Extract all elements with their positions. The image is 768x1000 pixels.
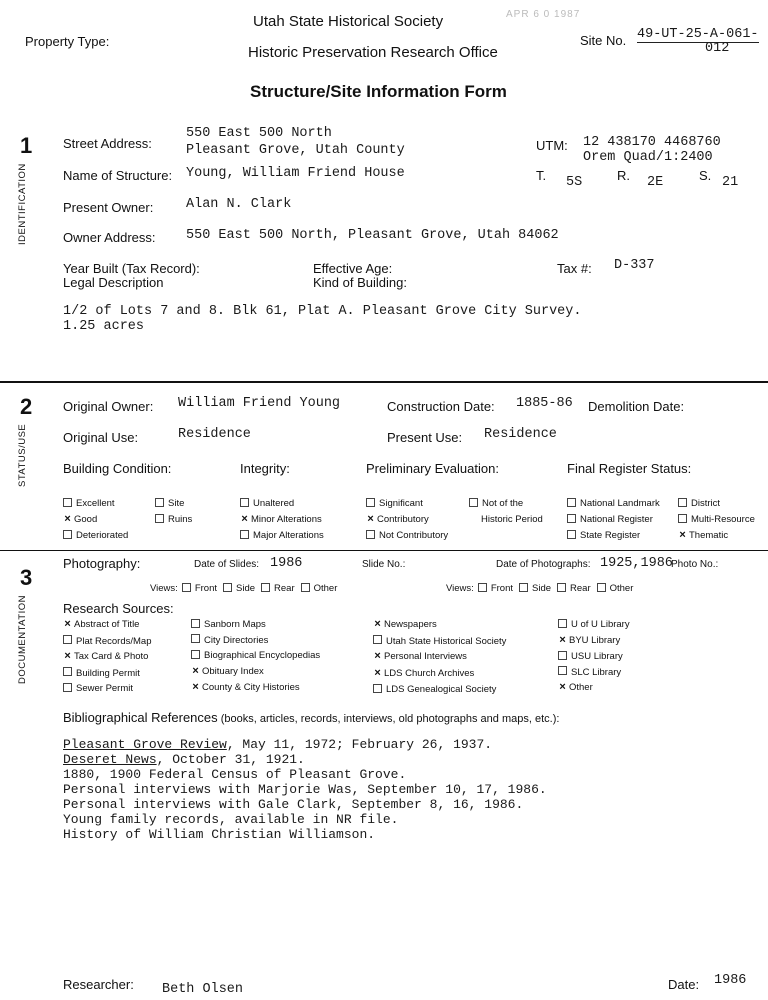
checkbox-icon[interactable] [301, 583, 310, 592]
building-condition-options-2 [155, 496, 192, 528]
original-use-label: Original Use: [63, 430, 139, 445]
checkbox-option[interactable] [558, 633, 630, 650]
effective-age-label: Effective Age: [313, 261, 393, 276]
researcher-value: Beth Olsen [162, 982, 244, 997]
checkbox-icon[interactable] [155, 498, 164, 507]
checkbox-option[interactable] [240, 496, 324, 512]
photos-date-value: 1925,1986 [600, 556, 673, 571]
research-sources-label: Research Sources: [63, 601, 174, 616]
structure-name-label: Name of Structure: [63, 168, 173, 183]
year-built-label: Year Built (Tax Record): [63, 261, 200, 276]
present-use-value: Residence [484, 427, 557, 442]
kind-of-building-label: Kind of Building: [313, 275, 407, 290]
construction-date-value: 1885-86 [516, 396, 573, 411]
checkbox-option[interactable] [366, 528, 448, 544]
checkbox-icon[interactable] [373, 684, 382, 693]
checkbox-option[interactable] [191, 648, 320, 664]
biblio-hint: (books, articles, records, interviews, old photographs and maps, etc.): [217, 713, 560, 725]
checkbox-option[interactable] [63, 512, 128, 528]
option-label: State Register [580, 530, 641, 541]
checkbox-option[interactable] [373, 682, 506, 698]
checked-x-icon[interactable]: × [64, 651, 71, 663]
checkbox-option[interactable] [155, 496, 192, 512]
bibliography-entry [63, 737, 547, 752]
option-label: Good [74, 514, 98, 525]
utm-quad: Orem Quad/1:2400 [583, 150, 713, 165]
checkbox-icon[interactable] [567, 514, 576, 523]
option-label: Multi-Resource [691, 514, 755, 525]
township-value: 5S [566, 175, 583, 190]
checkbox-icon[interactable] [567, 530, 576, 539]
checked-x-icon[interactable]: × [241, 514, 248, 526]
section-2-side-label: STATUS/USE [17, 423, 28, 487]
checkbox-option[interactable] [155, 512, 192, 528]
views-label: Views: [446, 583, 474, 594]
bibliography-list [63, 737, 547, 842]
option-label: Excellent [76, 498, 115, 509]
option-label: LDS Church Archives [384, 667, 475, 679]
section-3-side-label: DOCUMENTATION [17, 594, 28, 684]
checkbox-icon[interactable] [63, 530, 72, 539]
slide-views [150, 583, 343, 594]
option-label: Unaltered [253, 498, 295, 509]
checkbox-option[interactable] [366, 496, 448, 512]
option-label: Plat Records/Map [76, 635, 152, 647]
checkbox-option[interactable] [373, 649, 506, 666]
option-label: Sanborn Maps [204, 619, 266, 630]
street-address-label: Street Address: [63, 136, 152, 151]
option-label: LDS Genealogical Society [386, 684, 497, 695]
present-owner-value: Alan N. Clark [186, 197, 292, 212]
bibliography-entry [63, 782, 547, 797]
option-label: Significant [379, 498, 423, 509]
checkbox-icon[interactable] [558, 651, 567, 660]
building-condition-options [63, 496, 128, 544]
checkbox-option[interactable] [191, 680, 320, 697]
view-option-label: Rear [570, 583, 591, 594]
option-label: Major Alterations [253, 530, 324, 541]
slides-date-value: 1986 [270, 556, 303, 571]
view-option-label: Side [236, 583, 256, 594]
site-no-value: 49-UT-25-A-061- [637, 27, 759, 42]
bibliographical-references-label [63, 710, 559, 725]
checkbox-icon[interactable] [567, 498, 576, 507]
slide-no-label: Slide No.: [362, 559, 406, 570]
bibliography-entry [63, 812, 547, 827]
date-value: 1986 [714, 973, 747, 988]
original-owner-value: William Friend Young [178, 396, 341, 411]
checkbox-icon[interactable] [261, 583, 270, 592]
office-name: Historic Preservation Research Office [248, 44, 498, 61]
checkbox-option[interactable] [558, 680, 630, 697]
option-label: Thematic [689, 530, 729, 541]
bibliography-title: Pleasant Grove Review [63, 737, 227, 752]
checkbox-icon[interactable] [366, 530, 375, 539]
view-option-label: Other [313, 583, 338, 594]
utm-value: 12 438170 4468760 [583, 135, 721, 150]
bibliography-entry [63, 827, 547, 842]
option-label: Sewer Permit [76, 683, 134, 694]
original-owner-label: Original Owner: [63, 399, 154, 414]
view-option-label: Side [532, 583, 552, 594]
range-label: R. [617, 168, 630, 183]
checkbox-option[interactable] [240, 512, 324, 528]
checkbox-option[interactable] [567, 496, 660, 512]
checkbox-option[interactable] [373, 617, 506, 634]
option-label: County & City Histories [202, 682, 300, 693]
bibliography-text: 1880, 1900 Federal Census of Pleasant Grove. [63, 767, 407, 782]
section-2-number: 2 [20, 394, 33, 419]
sources-col-1 [63, 617, 152, 697]
preliminary-evaluation-options [366, 496, 448, 544]
section-label: S. [699, 168, 712, 183]
sources-col-3 [373, 617, 506, 698]
site-no-label: Site No. [580, 33, 627, 48]
option-label: Personal Interviews [384, 651, 467, 662]
checked-x-icon[interactable]: × [374, 651, 381, 663]
bibliography-text: Personal interviews with Gale Clark, September 8, 16, 1986. [63, 797, 524, 812]
checked-x-icon[interactable]: × [559, 682, 566, 694]
biblio-label: Bibliographical References [63, 710, 218, 725]
tax-number-value: D-337 [614, 258, 655, 273]
option-label: Newspapers [384, 619, 437, 630]
final-register-options [567, 496, 660, 544]
slides-date-label: Date of Slides: [194, 559, 260, 570]
checkbox-icon[interactable] [678, 498, 687, 507]
building-condition-label: Building Condition: [63, 461, 172, 476]
checkbox-icon[interactable] [558, 619, 567, 628]
option-label: National Register [580, 514, 653, 525]
checkbox-icon[interactable] [558, 666, 567, 675]
view-option-label: Front [194, 583, 217, 594]
checkbox-option[interactable] [63, 496, 128, 512]
option-label: BYU Library [569, 634, 621, 646]
checked-x-icon[interactable]: × [374, 667, 381, 680]
final-register-options-2 [678, 496, 755, 544]
checked-x-icon[interactable]: × [367, 514, 374, 526]
checked-x-icon[interactable]: × [64, 619, 71, 631]
checked-x-icon[interactable]: × [374, 619, 381, 631]
checkbox-icon[interactable] [557, 583, 566, 592]
checked-x-icon[interactable]: × [192, 682, 199, 694]
option-label: Historic Period [481, 514, 543, 525]
legal-description-value-2: 1.25 acres [63, 319, 145, 334]
photo-views [446, 583, 639, 594]
checkbox-option[interactable] [191, 664, 320, 681]
street-address-value-2: Pleasant Grove, Utah County [186, 143, 405, 158]
section-divider-2 [0, 550, 768, 551]
checkbox-icon[interactable] [469, 498, 478, 507]
bibliography-entry [63, 752, 547, 767]
view-option-label: Other [609, 583, 634, 594]
checkbox-option[interactable] [373, 634, 506, 650]
checkbox-icon[interactable] [597, 583, 606, 592]
section-value: 21 [722, 175, 739, 190]
option-label: Deteriorated [76, 530, 129, 541]
final-register-status-label: Final Register Status: [567, 461, 692, 476]
option-label: Ruins [168, 514, 193, 525]
owner-address-value: 550 East 500 North, Pleasant Grove, Utah 84062 [186, 228, 559, 243]
option-label: Biographical Encyclopedias [204, 650, 321, 661]
date-label: Date: [668, 977, 700, 992]
checked-x-icon[interactable]: × [192, 665, 199, 678]
form-title: Structure/Site Information Form [250, 82, 507, 101]
checkbox-option[interactable] [191, 633, 320, 649]
option-label: Not Contributory [379, 530, 449, 541]
bibliography-entry [63, 797, 547, 812]
checkbox-option[interactable] [63, 528, 128, 544]
checkbox-option[interactable] [373, 666, 506, 683]
option-label: Minor Alterations [251, 514, 322, 525]
option-label: Obituary Index [202, 665, 264, 677]
section-1-side-label: IDENTIFICATION [17, 163, 28, 245]
owner-address-label: Owner Address: [63, 230, 156, 245]
checkbox-icon[interactable] [182, 583, 191, 592]
checkbox-icon[interactable] [63, 683, 72, 692]
checkbox-icon[interactable] [63, 667, 72, 676]
bibliography-text: , October 31, 1921. [156, 752, 305, 767]
section-1-number: 1 [20, 133, 33, 158]
legal-description-label: Legal Description [63, 275, 164, 290]
township-label: T. [536, 168, 547, 183]
option-label: Abstract of Title [74, 619, 140, 630]
original-use-value: Residence [178, 427, 251, 442]
bibliography-text: Young family records, available in NR file. [63, 812, 399, 827]
sources-col-2 [191, 617, 320, 697]
checkbox-icon[interactable] [478, 583, 487, 592]
option-label: SLC Library [571, 666, 622, 678]
bibliography-text: , May 11, 1972; February 26, 1937. [226, 737, 493, 752]
option-label: City Directories [204, 634, 269, 646]
checkbox-icon[interactable] [191, 634, 200, 643]
section-divider-1 [0, 381, 768, 383]
integrity-options [240, 496, 324, 544]
checkbox-option[interactable] [63, 649, 152, 666]
checkbox-option[interactable] [191, 617, 320, 633]
checkbox-icon[interactable] [63, 498, 72, 507]
street-address-value: 550 East 500 North [186, 126, 332, 141]
checkbox-icon[interactable] [191, 619, 200, 628]
demolition-date-label: Demolition Date: [588, 399, 685, 414]
checkbox-icon[interactable] [519, 583, 528, 592]
checkbox-option[interactable] [63, 634, 152, 650]
checkbox-option[interactable] [558, 649, 630, 665]
checkbox-option[interactable] [63, 666, 152, 682]
checkbox-option[interactable] [678, 496, 755, 512]
views-label: Views: [150, 583, 178, 594]
view-option-label: Front [490, 583, 513, 594]
checkbox-icon[interactable] [63, 635, 72, 644]
researcher-label: Researcher: [63, 977, 134, 992]
view-option-label: Rear [274, 583, 295, 594]
checked-x-icon[interactable]: × [559, 634, 566, 647]
option-label: Building Permit [76, 667, 140, 679]
checkbox-option[interactable] [567, 528, 660, 544]
present-owner-label: Present Owner: [63, 200, 154, 215]
checkbox-option[interactable] [678, 528, 755, 544]
site-no-value-2: 012 [705, 41, 730, 56]
option-label: Utah State Historical Society [386, 635, 507, 647]
sources-col-4 [558, 617, 630, 697]
option-label: Not of the [482, 498, 524, 509]
checkbox-icon[interactable] [191, 650, 200, 659]
construction-date-label: Construction Date: [387, 399, 495, 414]
integrity-label: Integrity: [240, 461, 290, 476]
checkbox-icon[interactable] [240, 530, 249, 539]
option-label: U of U Library [571, 619, 630, 630]
checkbox-icon[interactable] [366, 498, 375, 507]
checked-x-icon[interactable]: × [64, 514, 71, 526]
checkbox-option[interactable] [63, 681, 152, 697]
option-label: Contributory [377, 514, 429, 525]
bibliography-text: History of William Christian Williamson. [63, 827, 376, 842]
property-type-label: Property Type: [25, 34, 110, 49]
received-stamp: APR 6 0 1987 [506, 9, 581, 20]
option-label: USU Library [571, 651, 623, 662]
legal-description-value: 1/2 of Lots 7 and 8. Blk 61, Plat A. Pleasant Grove City Survey. [63, 304, 582, 319]
utm-label: UTM: [536, 138, 568, 153]
option-label: District [691, 498, 721, 509]
checked-x-icon[interactable]: × [679, 530, 686, 542]
checkbox-icon[interactable] [678, 514, 687, 523]
photography-label: Photography: [63, 556, 141, 571]
checkbox-icon[interactable] [240, 498, 249, 507]
checkbox-option[interactable] [63, 617, 152, 634]
checkbox-option[interactable] [678, 512, 755, 528]
checkbox-option[interactable] [558, 665, 630, 681]
tax-number-label: Tax #: [557, 261, 592, 276]
checkbox-icon[interactable] [373, 635, 382, 644]
structure-name-value: Young, William Friend House [186, 166, 405, 181]
bibliography-entry [63, 767, 547, 782]
option-label: Other [569, 682, 593, 693]
checkbox-option[interactable] [366, 512, 448, 528]
option-label: Site [168, 498, 185, 509]
preliminary-evaluation-label: Preliminary Evaluation: [366, 461, 499, 476]
checkbox-option[interactable] [567, 512, 660, 528]
photo-no-label: Photo No.: [671, 559, 719, 570]
bibliography-title: Deseret News [63, 752, 157, 767]
option-label: Tax Card & Photo [74, 651, 149, 662]
checkbox-icon[interactable] [223, 583, 232, 592]
bibliography-text: Personal interviews with Marjorie Was, September 10, 17, 1986. [63, 782, 547, 797]
present-use-label: Present Use: [387, 430, 463, 445]
checkbox-option[interactable] [558, 617, 630, 633]
photos-date-label: Date of Photographs: [496, 559, 591, 570]
org-name: Utah State Historical Society [253, 13, 444, 30]
checkbox-option[interactable] [240, 528, 324, 544]
section-3-number: 3 [20, 565, 33, 590]
range-value: 2E [647, 175, 664, 190]
checkbox-icon[interactable] [155, 514, 164, 523]
not-historic-option[interactable] [469, 496, 543, 528]
option-label: National Landmark [580, 498, 660, 509]
